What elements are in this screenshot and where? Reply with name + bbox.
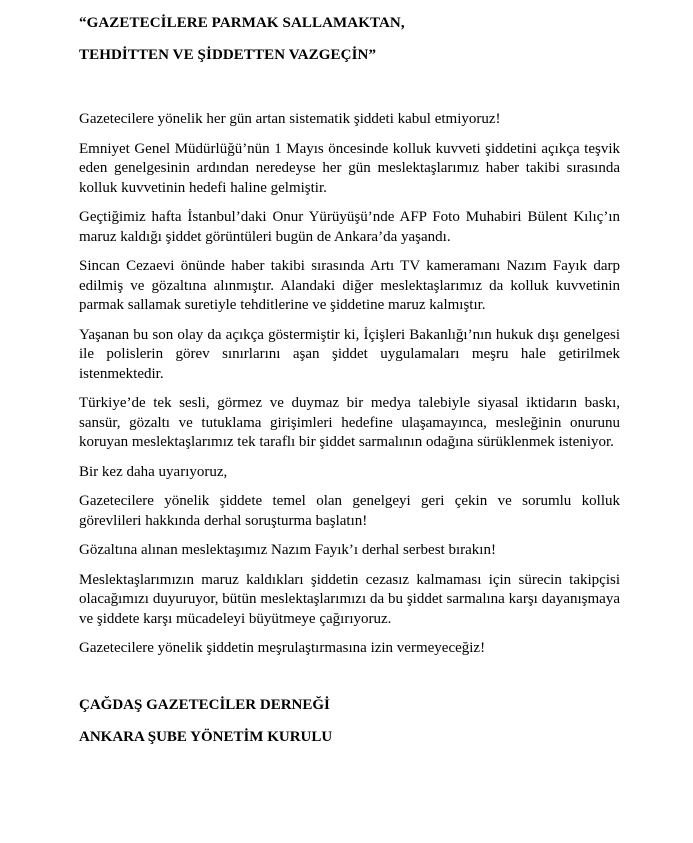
press-release <box>79 14 620 747</box>
document-body <box>79 110 620 659</box>
signature-block <box>79 696 620 747</box>
paragraph-4: Sincan Cezaevi önünde haber takibi sırasında Artı TV kameramanı Nazım Fayık darp edilmiş ve gözaltına alınmıştır. Alandaki diğer meslektaşlarımız da kolluk kuvvetinin parmak sallamak suretiyle tehditlerine ve şiddetine maruz kalmıştır. <box>79 258 620 313</box>
title-line-2: TEHDİTTEN VE ŞİDDETTEN VAZGEÇİN” <box>79 47 377 63</box>
title-line-1: “GAZETECİLERE PARMAK SALLAMAKTAN, <box>79 15 405 31</box>
paragraph-10: Meslektaşlarımızın maruz kaldıkları şiddetin cezasız kalmaması için sürecin takipçisi olacağımızı duyuruyor, bütün meslektaşlarımızı da bu şiddet sarmalına karşı dayanışmaya ve şiddete karşı mücadeleyi büyütmeye çağırıyoruz. <box>79 571 620 627</box>
paragraph-3: Geçtiğimiz hafta İstanbul’daki Onur Yürüyüşü’nde AFP Foto Muhabiri Bülent Kılıç’ın maruz kaldığı şiddet görüntüleri bugün de Ankara’da yaşandı. <box>79 209 620 245</box>
paragraph-9: Gözaltına alınan meslektaşımız Nazım Fayık’ı derhal serbest bırakın! <box>79 542 496 558</box>
signature-board: ANKARA ŞUBE YÖNETİM KURULU <box>79 728 333 745</box>
paragraph-8: Gazetecilere yönelik şiddete temel olan genelgeyi geri çekin ve sorumlu kolluk görevlileri hakkında derhal soruşturma başlatın! <box>79 493 620 529</box>
document-title <box>79 14 620 65</box>
paragraph-7: Bir kez daha uyarıyoruz, <box>79 463 228 480</box>
paragraph-2: Emniyet Genel Müdürlüğü’nün 1 Mayıs öncesinde kolluk kuvveti şiddetini açıkça teşvik eden genelgesinin ardından neredeyse her gün meslektaşlarımız haber takibi sırasında kolluk kuvvetinin hedefi haline gelmiştir. <box>79 140 620 196</box>
paragraph-6: Türkiye’de tek sesli, görmez ve duymaz bir medya talebiyle siyasal iktidarın baskı, sansür, gözaltı ve tutuklama girişimleri hedefine ulaşamayınca, mesleğinin onurunu koruyan meslektaşlarımız tek taraflı bir şiddet sarmalının odağına sürüklenmek isteniyor. <box>79 395 620 450</box>
paragraph-1: Gazetecilere yönelik her gün artan sistematik şiddeti kabul etmiyoruz! <box>79 111 501 127</box>
signature-organization: ÇAĞDAŞ GAZETECİLER DERNEĞİ <box>79 696 330 713</box>
paragraph-5: Yaşanan bu son olay da açıkça göstermiştir ki, İçişleri Bakanlığı’nın hukuk dışı genelgesi ile polislerin görev sınırlarını aşan şiddet uygulamaları meşru hale getirilmek istenmektedir. <box>79 326 620 382</box>
paragraph-11: Gazetecilere yönelik şiddetin meşrulaştırmasına izin vermeyeceğiz! <box>79 640 486 656</box>
